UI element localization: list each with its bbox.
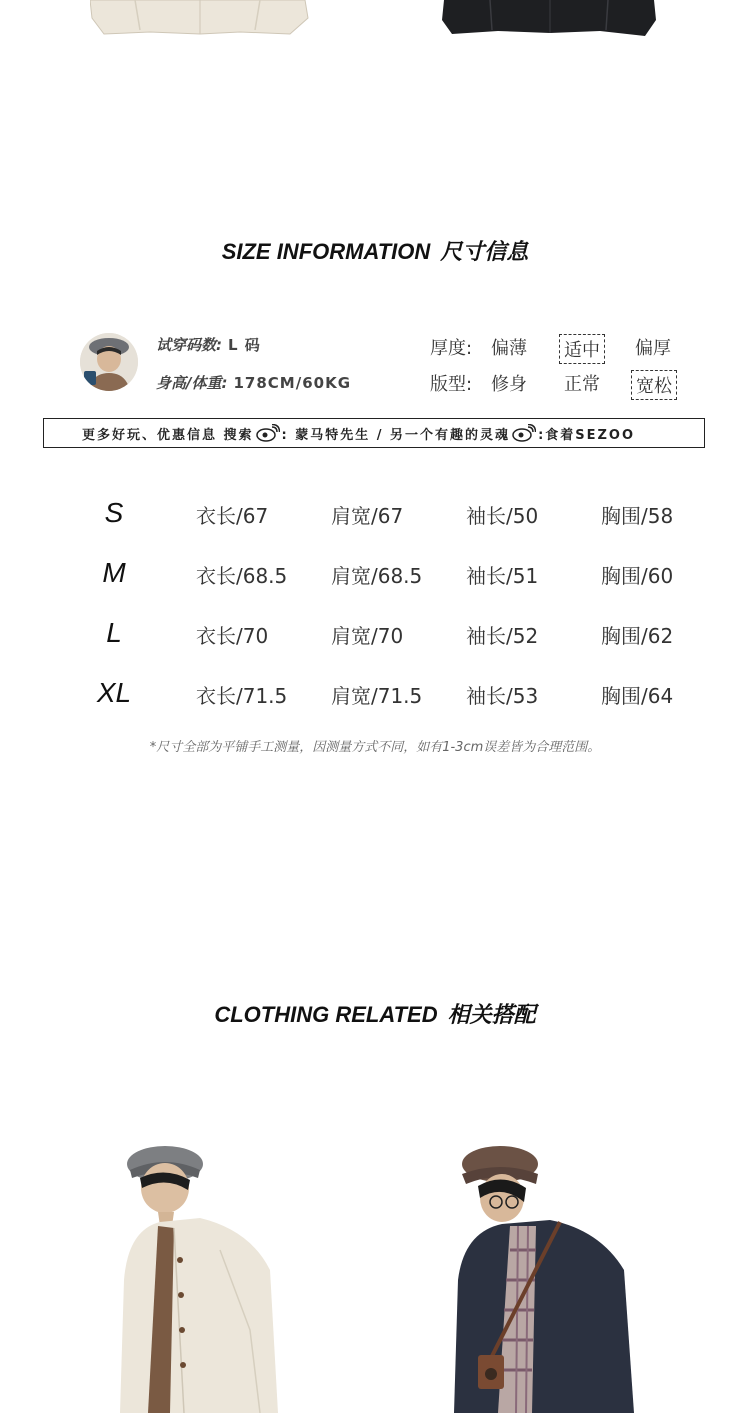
size-title-cn: 尺寸信息 <box>440 239 529 264</box>
chest-cell: 胸围/60 <box>601 564 674 588</box>
fit-option-regular: 正常 <box>564 374 600 395</box>
length-cell: 衣长/71.5 <box>196 684 288 708</box>
fit-label: 版型: <box>430 374 473 395</box>
sleeve-cell: 袖长/51 <box>466 564 539 588</box>
shoulder-cell: 肩宽/70 <box>331 624 404 648</box>
shoulder-cell: 肩宽/71.5 <box>331 684 423 708</box>
thickness-option-medium: 适中 <box>559 334 605 364</box>
thickness-option-thick: 偏厚 <box>635 338 671 359</box>
related-title-cn: 相关搭配 <box>447 1002 536 1027</box>
size-label: L <box>106 617 122 648</box>
lookbook-photo-navy-jacket <box>440 1130 660 1413</box>
measurement-note: *尺寸全部为平铺手工测量，因测量方式不同，如有1-3cm误差皆为合理范围。 <box>149 740 601 755</box>
size-title-en: SIZE INFORMATION <box>221 239 431 264</box>
table-row <box>0 553 750 593</box>
model-info <box>80 330 680 400</box>
sleeve-cell: 袖长/50 <box>466 504 539 528</box>
thickness-label: 厚度: <box>430 338 473 359</box>
sleeve-cell: 袖长/53 <box>466 684 539 708</box>
product-image-black-jacket <box>440 0 660 40</box>
sleeve-cell: 袖长/52 <box>466 624 539 648</box>
weibo-icon <box>512 424 536 442</box>
table-row <box>0 493 750 533</box>
length-cell: 衣长/67 <box>196 504 269 528</box>
fit-option-slim: 修身 <box>491 374 527 395</box>
table-row <box>0 673 750 713</box>
table-row <box>0 613 750 653</box>
size-label: S <box>104 497 124 528</box>
chest-cell: 胸围/62 <box>601 624 674 648</box>
banner-text-3: :食着SEZOO <box>538 427 636 443</box>
trial-size-value: L 码 <box>228 336 261 354</box>
length-cell: 衣长/70 <box>196 624 269 648</box>
height-weight-label: 身高/体重: <box>156 374 228 392</box>
banner-text-2: : 蒙马特先生 / 另一个有趣的灵魂 <box>281 427 511 443</box>
height-weight <box>156 372 351 393</box>
lookbook-photo-cream-jacket <box>100 1130 300 1413</box>
related-section-title <box>0 998 750 1029</box>
trial-size-label: 试穿码数: <box>156 336 222 354</box>
related-title-en: CLOTHING RELATED <box>214 1002 438 1027</box>
product-image-cream-jacket <box>90 0 310 40</box>
fit-option-loose: 宽松 <box>631 370 677 400</box>
size-section-title <box>0 235 750 266</box>
shoulder-cell: 肩宽/68.5 <box>331 564 423 588</box>
promo-banner <box>43 418 705 448</box>
banner-text-1: 更多好玩、优惠信息 搜索 <box>82 427 254 443</box>
model-avatar <box>80 333 138 391</box>
chest-cell: 胸围/64 <box>601 684 674 708</box>
weibo-icon <box>256 424 280 442</box>
trial-size <box>156 334 261 355</box>
shoulder-cell: 肩宽/67 <box>331 504 404 528</box>
length-cell: 衣长/68.5 <box>196 564 288 588</box>
size-label: XL <box>96 677 132 708</box>
thickness-option-thin: 偏薄 <box>491 338 527 359</box>
chest-cell: 胸围/58 <box>601 504 674 528</box>
size-label: M <box>102 557 126 588</box>
height-weight-value: 178CM/60KG <box>233 374 352 392</box>
